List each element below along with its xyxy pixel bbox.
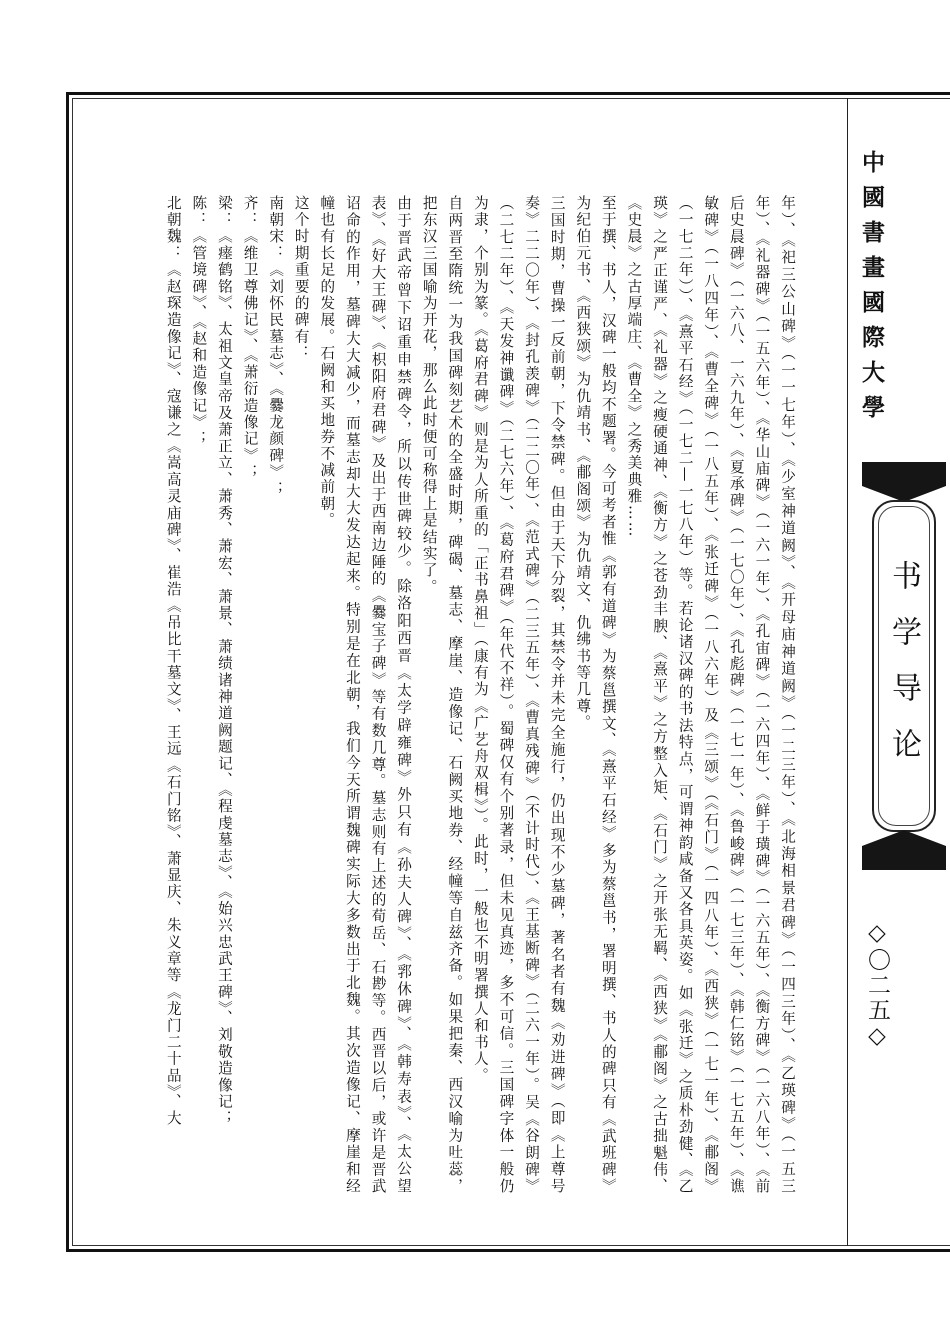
paragraph: 三国时期，曹操一反前朝，下令禁碑。但由于天下分裂，其禁令并未完全施行，仍出现不少墓碑，著名者有魏《劝进碑》（即《上尊号奏》二二〇年）、《封孔羡碑》（二二〇年）、《范式碑》（二三五年）、《曹真残碑》（不计时代）、《王基断碑》（二六一年）。吴《谷朗碑》（二七二年）、《天发神谶碑》（二七六年）、《葛府君碑》（年代不祥）。蜀碑仅有个别著录，但未见真迹，多不可信。三国碑字体一般仍为隶，个别为篆。《葛府君碑》则是为人所重的「正书鼻祖」（康有为《广艺舟双楫》）。此时，一般也不明署撰人和书人。	[471, 195, 566, 1195]
paragraph: 梁：《瘗鹤铭》、太祖文皇帝及萧正立、萧秀、萧宏、萧景、萧绩诸神道阙题记、《程虔墓志》、《始兴忠武王碑》、刘敬造像记；	[215, 195, 233, 1128]
paragraph: 自两晋至隋统一为我国碑刻艺术的全盛时期，碑碣、墓志、摩崖、造像记、石阙买地券、经幢等自兹齐备。如果把秦、西汉喻为吐蕊，把东汉三国喻为开花，那么此时便可称得上是结实了。	[420, 195, 464, 1195]
margin-divider	[847, 98, 848, 1246]
paragraph: 陈：《管境碑》、《赵和造像记》；	[190, 195, 208, 448]
paragraph: 齐：《维卫尊佛记》、《萧衍造像记》；	[241, 195, 259, 481]
paragraph: 北朝魏：《赵琛造像记》、寇谦之《嵩高灵庙碑》、崔浩《吊比干墓文》、王远《石门铭》、萧显庆、朱义章等《龙门二十品》、大	[164, 195, 182, 1128]
university-name: 中國書畫國際大學	[858, 150, 884, 430]
book-title: 书学导论	[886, 560, 921, 784]
paragraph: 这个时期重要的碑有：	[292, 195, 310, 362]
page-number: ◇〇二五◇	[864, 920, 890, 1051]
paragraph: 南朝宋：《刘怀民墓志》、《爨龙颜碑》；	[267, 195, 285, 498]
body-text	[128, 195, 800, 1195]
paragraph: 至于撰、书人，汉碑一般均不题署。今可考者惟《郭有道碑》为蔡邕撰文、《熹平石经》多为蔡邕书，署明撰、书人的碑只有《武班碑》为纪伯元书、《西狭颂》为仇靖书、《郙阁颂》为仇靖文、仇绋书等几尊。	[574, 195, 617, 1195]
paragraph: 年）、《祀三公山碑》（一一七年）、《少室神道阙》、《开母庙神道阙》（一二三年）、《北海相景君碑》（一四三年）、《乙瑛碑》（一五三年）、《礼器碑》（一五六年）、《华山庙碑》（一六一年）、《孔宙碑》（一六四年）、《鲜于璜碑》（一六五年）、《衡方碑》（一六八年）、《前后史晨碑》（一六八、一六九年）、《夏承碑》（一七〇年）、《孔彪碑》（一七一年）、《鲁峻碑》（一七三年）、《韩仁铭》（一七五年）、《谯敏碑》（一八四年）、《曹全碑》（一八五年）、《张迁碑》（一八六年）及《三颂》（《石门》（一四八年）、《西狭》（一七一年）、《郙阁》（一七二年））、《熹平石经》（一七二—一七八年）等。若论诸汉碑的书法特点，可谓神韵咸备又各具英姿。如《张迁》之质朴劲健、《乙瑛》之严正谨严、《礼器》之瘦硬通神、《衡方》之苍劲丰腴、《熹平》之方整入矩、《石门》之开张无羁、《西狭》《郙阁》之古拙魁伟、《史晨》之古厚端庄、《曹全》之秀美典雅……	[625, 195, 796, 1195]
paragraph: 由于晋武帝曾下诏重申禁碑令，所以传世碑较少。除洛阳西晋《太学辟雍碑》外只有《孙夫人碑》、《郛休碑》、《韩寿表》、《太公望表》、《好大王碑》、《枳阳府君碑》及出于西南边陲的《爨宝子碑》等有数几尊。墓志则有上述的荀岳、石尠等。西晋以后，或许是晋武诏命的作用，墓碑大大减少，而墓志却大大发达起来。特别是在北朝，我们今天所谓魏碑实际大多数出于北魏。其次造像记、摩崖和经幢也有长足的发展。石阙和买地券不减前朝。	[318, 195, 413, 1195]
